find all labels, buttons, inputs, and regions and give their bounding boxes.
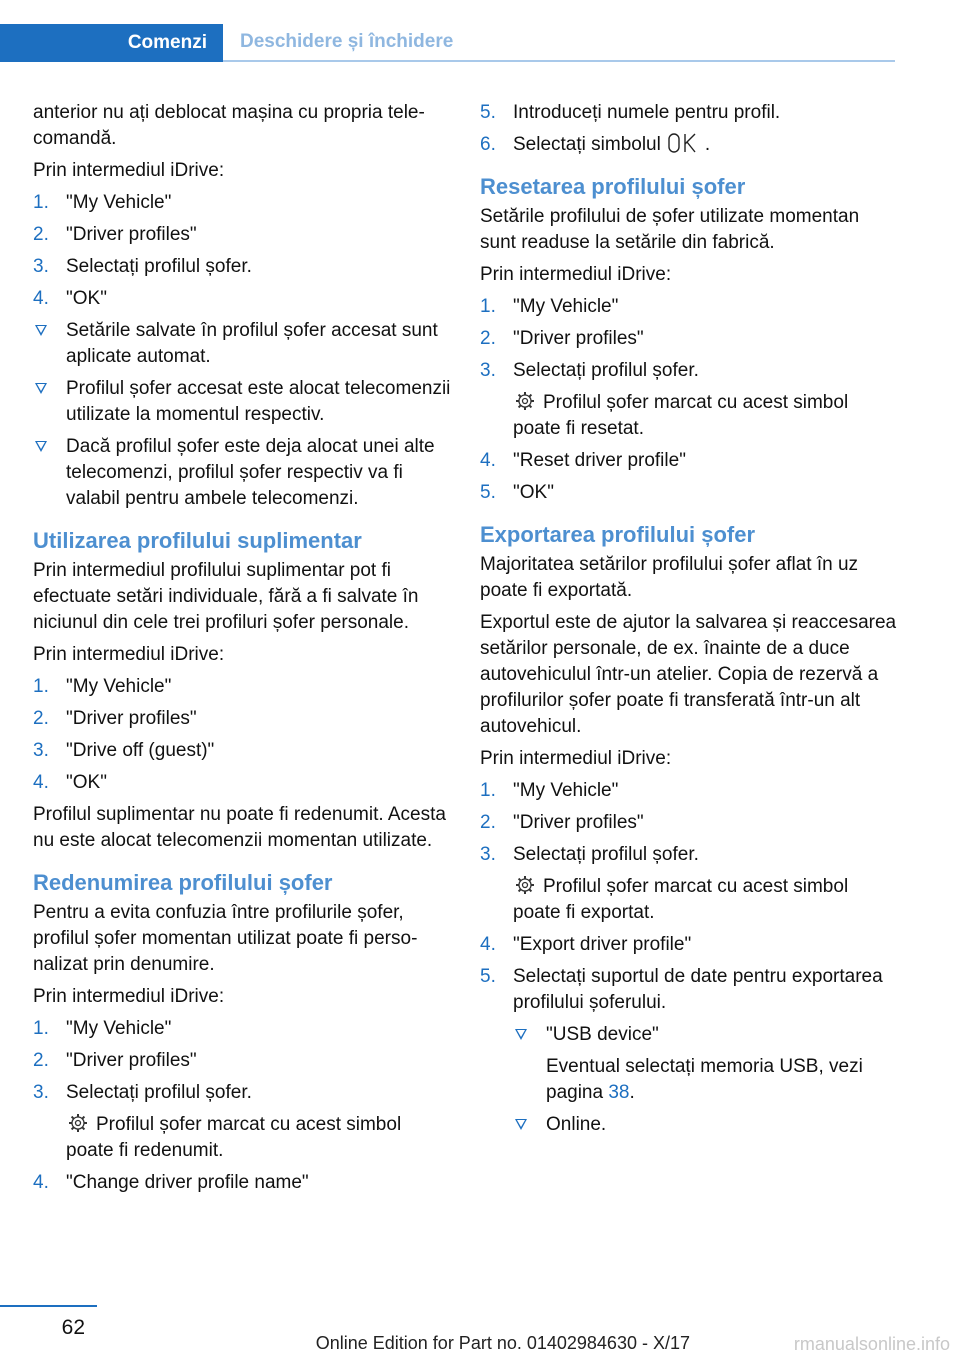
step-text: "My Vehicle" [513,780,619,801]
step-number: 3. [33,1082,49,1103]
step-text: "Driver profiles" [66,1050,197,1071]
subnote-text: Profilul șofer marcat cu acest simbol poate fi exportat. [513,876,849,923]
gear-icon [68,1113,88,1133]
list-item [33,254,451,280]
list-item [480,964,898,1138]
tab-comenzi[interactable] [0,24,223,62]
step-subnote [66,1112,451,1164]
usb-note-text: Eventual selectați memoria USB, vezi pagina [546,1056,863,1103]
list-item [480,778,898,804]
triangle-bullet-icon [35,441,47,452]
step-text: "OK" [66,288,107,309]
step-number: 3. [480,360,496,381]
step-text: Selectați simbolul [513,134,661,155]
step-number: 3. [33,740,49,761]
list-item [33,770,451,796]
step-text: Selectați profilul șofer. [66,1082,252,1103]
page-38-link[interactable]: 38 [608,1082,630,1103]
step-text: "Driver profiles" [66,224,197,245]
step-text: "OK" [513,482,554,503]
step-text: Selectați profilul șofer. [513,844,699,865]
right-column [480,100,898,1144]
list-item [33,1080,451,1164]
step-number: 2. [480,328,496,349]
export-options-list [513,1022,898,1138]
bullet-item [513,1112,898,1138]
bullet-item [33,318,451,370]
list-item [33,1170,451,1196]
list-item [33,190,451,216]
step-number: 1. [480,780,496,801]
tab-deschidere[interactable] [240,24,453,60]
via-idrive-1: Prin intermediul iDrive: [33,160,225,181]
step-number: 1. [480,296,496,317]
list-item [480,100,898,126]
step-text: "Driver profiles" [66,708,197,729]
left-column [33,100,451,1202]
triangle-bullet-icon [515,1029,527,1040]
step-text: Selectați profilul șofer. [66,256,252,277]
bullet-item [33,376,451,428]
rename-text: Pentru a evita confuzia între profilurile șofer, profilul șofer momentan utilizat poate fi personalizat prin denumire. [33,902,418,975]
list-item [480,358,898,442]
steps-list-1 [33,190,451,312]
steps-list-rename-cont [480,100,898,158]
step-text: "OK" [66,772,107,793]
footer-rule [0,1305,97,1307]
step-text: "Driver profiles" [513,812,644,833]
export-text-1: Majoritatea setărilor profilului șofer aflat în uz poate fi exportată. [480,554,859,601]
export-text-2: Exportul este de ajutor la salvarea și reaccesarea setărilor personale, de ex. înainte de a duce autovehiculul într-un atelier. Copia de rezervă a profilurilor șofer poate fi transferată într-un alt autovehicul. [480,612,897,737]
via-idrive-5: Prin intermediul iDrive: [480,748,672,769]
list-item [33,222,451,248]
steps-list-5 [480,778,898,1138]
tab-deschidere-label: Deschidere și închidere [240,31,454,52]
page-number: 62 [61,1316,85,1339]
step-text: Selectați profilul șofer. [513,360,699,381]
step-number: 1. [33,192,49,213]
step-text: "My Vehicle" [66,676,172,697]
triangle-bullet-icon [35,383,47,394]
bullet-text: Online. [546,1114,607,1135]
step-number: 1. [33,676,49,697]
reset-text: Setările profilului de șofer utilizate momentan sunt readuse la setările din fabrică. [480,206,860,253]
steps-list-2 [33,674,451,796]
subnote-text: Profilul șofer marcat cu acest simbol poate fi redenumit. [66,1114,402,1161]
list-item [33,1016,451,1042]
list-item [480,132,898,158]
via-idrive-3: Prin intermediul iDrive: [33,986,225,1007]
list-item [480,480,898,506]
list-item [480,448,898,474]
step-subnote [513,874,898,926]
step-text: "My Vehicle" [66,192,172,213]
bullet-text: Dacă profilul șofer este deja alocat unei alte telecomenzi, profilul șofer respectiv va fi valabil pentru ambele telecomenzi. [66,436,435,509]
list-item [33,674,451,700]
via-idrive-2: Prin intermediul iDrive: [33,644,225,665]
list-item [480,810,898,836]
tab-underline [223,60,895,62]
list-item [33,1048,451,1074]
step-number: 3. [480,844,496,865]
heading-guest-profile: Utilizarea profilului suplimentar [33,528,362,553]
step-number: 4. [33,1172,49,1193]
step-number: 2. [33,708,49,729]
guest-note: Profilul suplimentar nu poate fi redenumit. Acesta nu este alocat telecomenzii momentan utilizate. [33,804,446,851]
edition-text: Online Edition for Part no. 01402984630 - X/17 [315,1333,690,1353]
step-number: 2. [33,224,49,245]
bullet-text: Setările salvate în profilul șofer accesat sunt aplicate automat. [66,320,438,367]
header-tabs [0,24,895,62]
list-item [480,842,898,926]
guest-text: Prin intermediul profilului suplimentar pot fi efectuate setări individuale, fără a fi salvate în niciunul din cele trei profiluri șofer personale. [33,560,419,633]
step-number: 5. [480,482,496,503]
bullet-item [513,1022,898,1106]
triangle-bullet-icon [515,1119,527,1130]
list-item [33,286,451,312]
step-number: 2. [33,1050,49,1071]
list-item [33,706,451,732]
intro-text: anterior nu ați deblocat mașina cu propria telecomandă. [33,102,425,149]
via-idrive-4: Prin intermediul iDrive: [480,264,672,285]
step-number: 4. [480,934,496,955]
step-number: 4. [480,450,496,471]
list-item [480,294,898,320]
step-number: 5. [480,102,496,123]
step-subnote [513,390,898,442]
usb-note [546,1054,898,1106]
bullet-list-1 [33,318,451,512]
step-text-end: . [704,134,711,155]
subnote-text: Profilul șofer marcat cu acest simbol poate fi resetat. [513,392,849,439]
step-number: 4. [33,772,49,793]
step-text: "Driver profiles" [513,328,644,349]
step-text: "Export driver profile" [513,934,692,955]
list-item [480,326,898,352]
step-number: 3. [33,256,49,277]
gear-icon [515,875,535,895]
list-item [33,738,451,764]
step-text: "My Vehicle" [513,296,619,317]
heading-rename-profile: Redenumirea profilului șofer [33,870,333,895]
step-text: "Reset driver profile" [513,450,686,471]
step-text: "Change driver profile name" [66,1172,309,1193]
ok-symbol-icon [667,132,699,154]
step-text: "Drive off (guest)" [66,740,215,761]
bullet-text: Profilul șofer accesat este alocat telecomenzii utilizate la momentul respectiv. [66,378,451,425]
bullet-text: "USB device" [546,1024,659,1045]
watermark-text: rmanualsonline.info [793,1334,950,1354]
step-number: 6. [480,134,496,155]
step-text: "My Vehicle" [66,1018,172,1039]
triangle-bullet-icon [35,325,47,336]
steps-list-4 [480,294,898,506]
step-number: 5. [480,966,496,987]
step-text: Selectați suportul de date pentru exportarea profilului șoferului. [513,966,883,1013]
tab-comenzi-label: Comenzi [127,32,207,53]
heading-export-profile: Exportarea profilului șofer [480,522,756,547]
heading-reset-profile: Resetarea profilului șofer [480,174,746,199]
list-item [480,932,898,958]
step-number: 1. [33,1018,49,1039]
usb-note-end: . [629,1082,635,1103]
steps-list-3 [33,1016,451,1196]
gear-icon [515,391,535,411]
step-number: 2. [480,812,496,833]
bullet-item [33,434,451,512]
step-text: Introduceți numele pentru profil. [513,102,781,123]
step-number: 4. [33,288,49,309]
